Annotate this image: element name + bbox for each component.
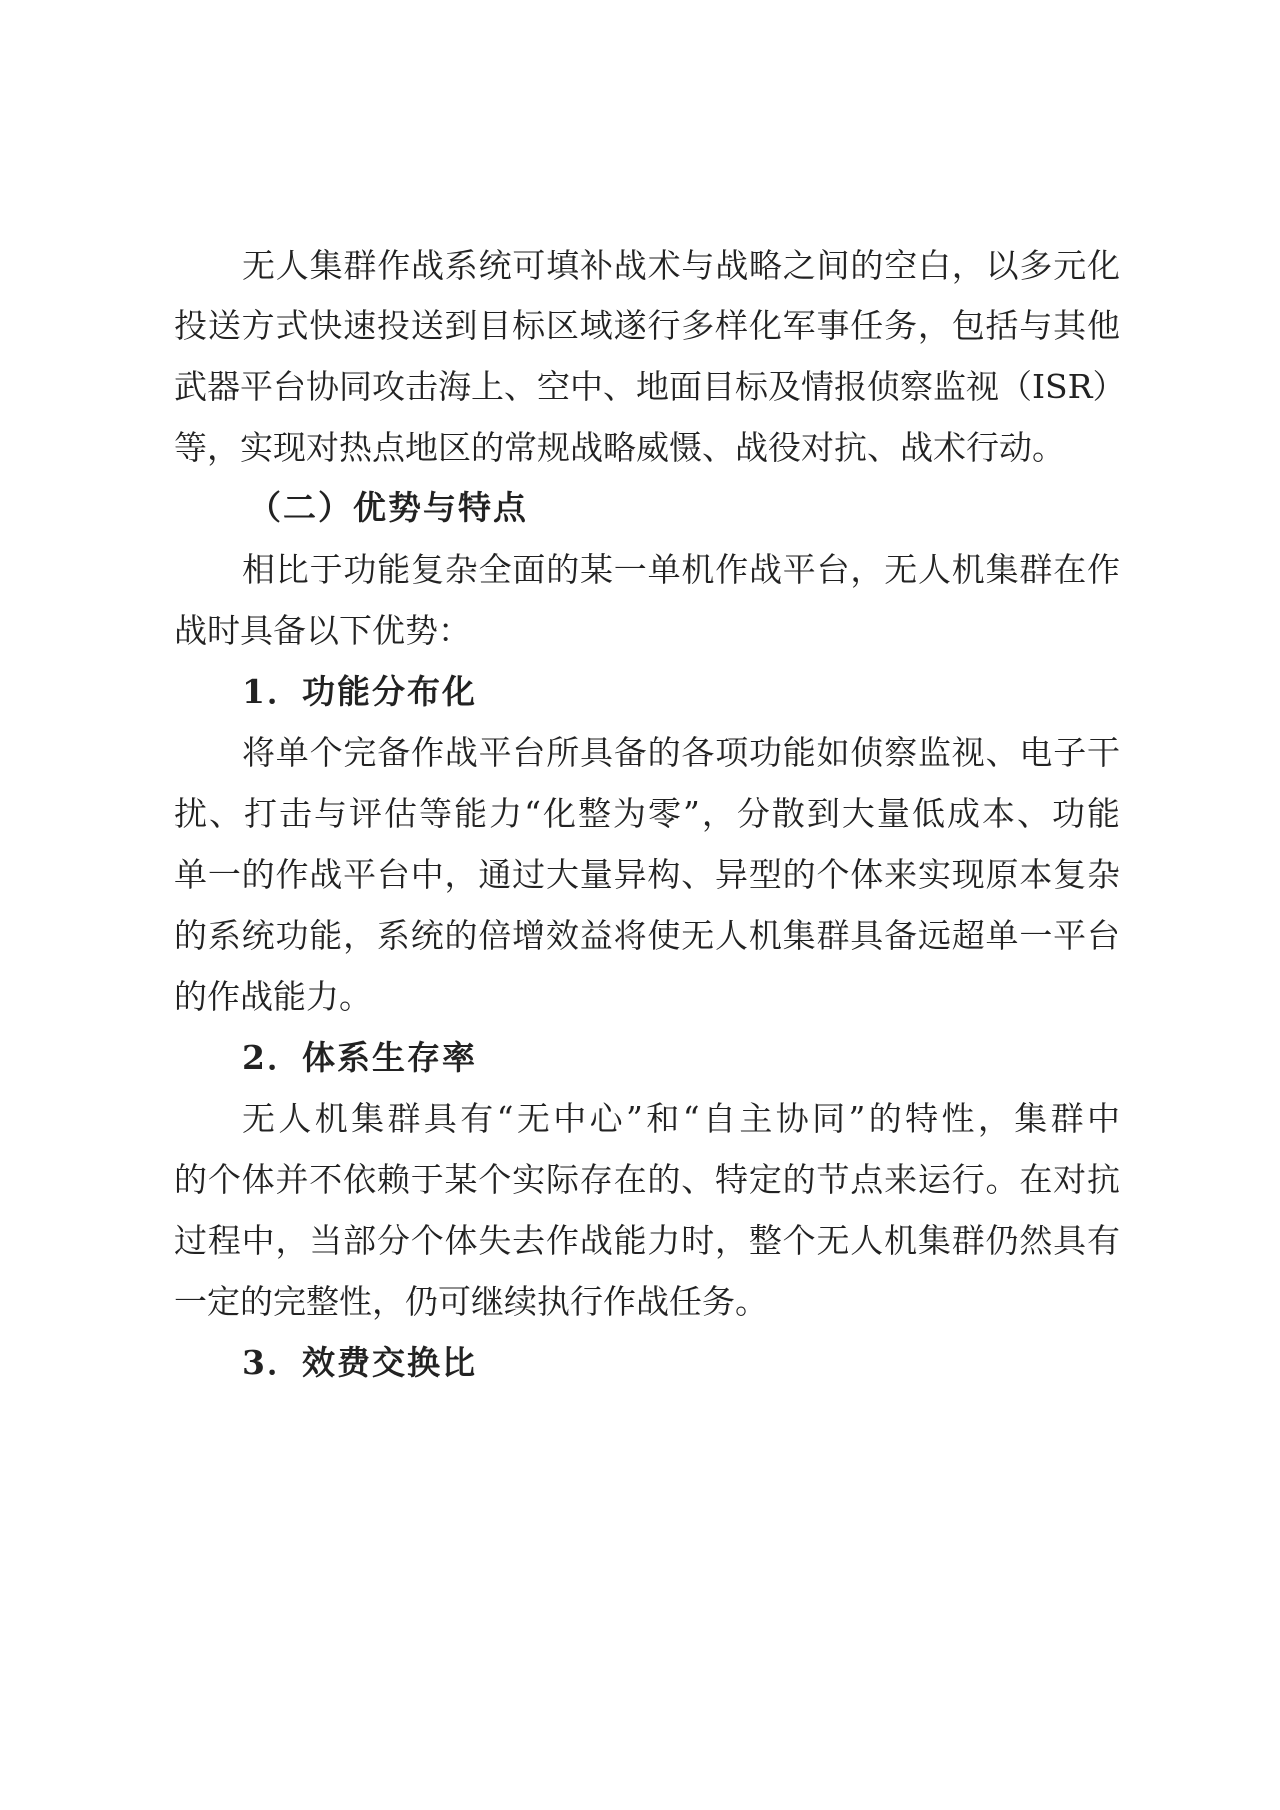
paragraph-line: 单一的作战平台中，通过大量异构、异型的个体来实现原本复杂	[174, 855, 1120, 894]
paragraph-line: 将单个完备作战平台所具备的各项功能如侦察监视、电子干	[242, 733, 1120, 772]
paragraph-line: 的个体并不依赖于某个实际存在的、特定的节点来运行。在对抗	[174, 1160, 1120, 1199]
paragraph-line: 无人集群作战系统可填补战术与战略之间的空白，以多元化	[242, 246, 1120, 285]
paragraph-line: 扰、打击与评估等能力“化整为零”，分散到大量低成本、功能	[174, 794, 1120, 833]
subsection-heading: 3．效费交换比	[242, 1343, 477, 1382]
subsection-heading: 1．功能分布化	[242, 672, 477, 711]
paragraph-line: 战时具备以下优势：	[174, 611, 471, 650]
paragraph-line: 投送方式快速投送到目标区域遂行多样化军事任务，包括与其他	[174, 306, 1120, 345]
subsection-heading: 2．体系生存率	[242, 1038, 477, 1077]
paragraph-line: 一定的完整性，仍可继续执行作战任务。	[174, 1282, 768, 1321]
paragraph-line: 相比于功能复杂全面的某一单机作战平台，无人机集群在作	[242, 550, 1120, 589]
paragraph-line: 无人机集群具有“无中心”和“自主协同”的特性，集群中	[242, 1099, 1120, 1138]
paragraph-line: 过程中，当部分个体失去作战能力时，整个无人机集群仍然具有	[174, 1221, 1120, 1260]
section-heading: （二）优势与特点	[248, 488, 528, 527]
paragraph-line: 武器平台协同攻击海上、空中、地面目标及情报侦察监视（ISR）	[174, 367, 1126, 406]
paragraph-line: 的系统功能，系统的倍增效益将使无人机集群具备远超单一平台	[174, 916, 1120, 955]
paragraph-line: 的作战能力。	[174, 977, 372, 1016]
paragraph-line: 等，实现对热点地区的常规战略威慑、战役对抗、战术行动。	[174, 428, 1065, 467]
